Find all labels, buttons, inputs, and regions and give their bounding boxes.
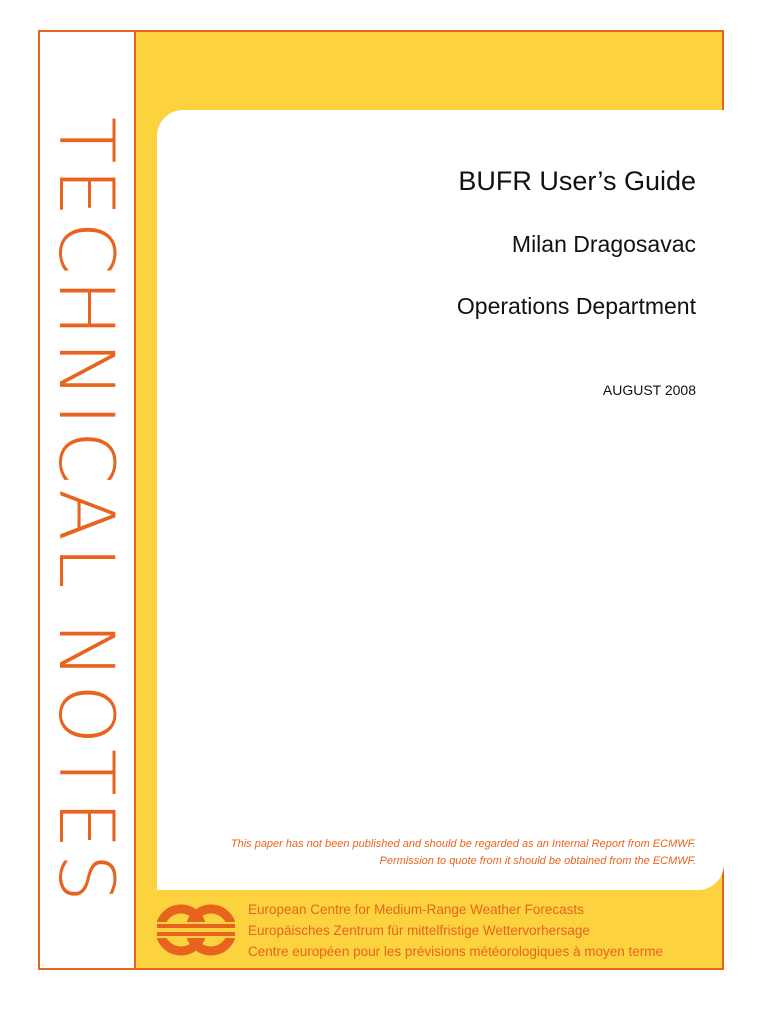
disclaimer [231,836,696,870]
disclaimer-line-1: This paper has not been published and should be regarded as an Internal Report from ECMWF. [230,838,696,850]
disclaimer-line-2: Permission to quote from it should be obtained from the ECMWF. [379,855,696,867]
document-date: AUGUST 2008 [602,382,696,398]
footer-line-3: Centre européen pour les prévisions météorologiques à moyen terme [248,944,663,959]
ecmwf-logo-icon [157,902,235,958]
footer-line-2: Europäisches Zentrum für mittelfristige Wettervorhersage [248,923,590,938]
document-department: Operations Department [456,293,696,319]
footer-line-1: European Centre for Medium-Range Weather Forecasts [248,902,584,917]
cover-frame [38,30,724,970]
sidebar-label: TECHNICAL NOTES [42,117,131,907]
document-author: Milan Dragosavac [511,231,696,257]
sidebar [40,32,136,968]
document-title: BUFR User’s Guide [458,166,696,196]
content-panel [157,110,724,890]
footer-text [248,899,663,962]
footer [157,898,724,964]
